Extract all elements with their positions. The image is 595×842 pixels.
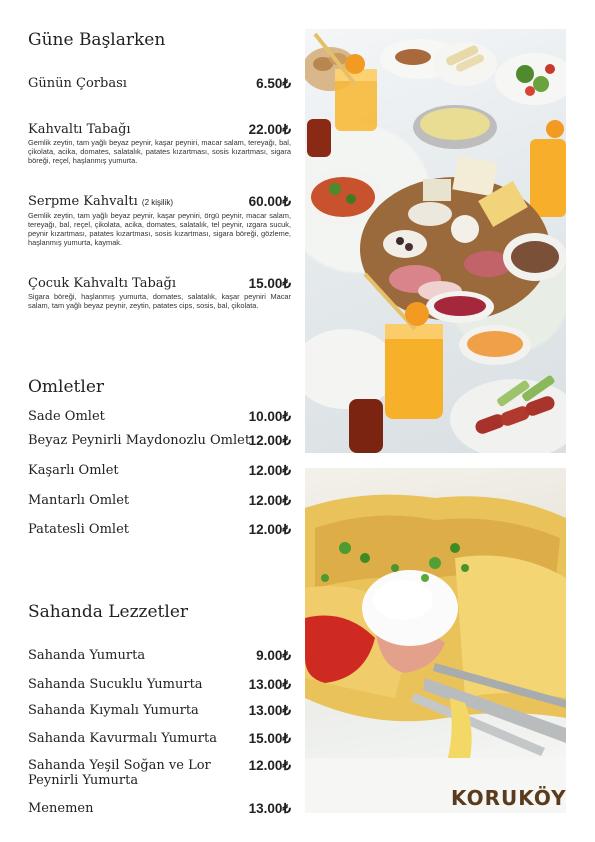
item-price: 15.00₺ bbox=[248, 276, 291, 291]
item-name: Beyaz Peynirli Maydonozlu Omlet bbox=[28, 433, 251, 448]
section-title-omelettes: Omletler bbox=[28, 377, 105, 397]
menu-item-mushroom-omelette bbox=[28, 493, 291, 508]
omelette-illustration bbox=[305, 468, 566, 813]
item-price: 12.00₺ bbox=[248, 493, 291, 508]
menu-item-menemen bbox=[28, 801, 291, 816]
menu-item-kids-breakfast bbox=[28, 276, 291, 310]
brand-logo bbox=[451, 786, 567, 810]
omelette-photo bbox=[305, 468, 566, 813]
menu-item-green-onion-lor-egg bbox=[28, 758, 291, 788]
item-name: Menemen bbox=[28, 801, 94, 816]
breakfast-illustration bbox=[305, 29, 566, 453]
item-price: 13.00₺ bbox=[248, 677, 291, 692]
item-name: Sahanda Sucuklu Yumurta bbox=[28, 677, 203, 692]
item-price: 60.00₺ bbox=[248, 194, 291, 209]
menu-item-kavurma-egg bbox=[28, 731, 291, 746]
menu-item-breakfast-plate bbox=[28, 122, 291, 165]
logo-text: KORUKÖY bbox=[451, 786, 567, 810]
item-name: Serpme Kahvaltı (2 kişilik) bbox=[28, 194, 174, 209]
menu-item-serpme-breakfast bbox=[28, 194, 291, 247]
item-name: Günün Çorbası bbox=[28, 76, 127, 91]
item-price: 13.00₺ bbox=[248, 703, 291, 718]
item-description: Gemlik zeytin, tam yağlı beyaz peynir, kaşar peyniri, örgü peynir, macar salam, tereyağı, bal, reçel, çikolata, acika, domates, salatalık, tel peynir, ızgara sucuk, peynir kızartması, patates kızartması, sosis kızartması, sigara böreği, gözleme, haşlanmış yumurta, kaymak. bbox=[28, 211, 291, 247]
breakfast-photo bbox=[305, 29, 566, 453]
item-price: 13.00₺ bbox=[248, 801, 291, 816]
item-name: Sahanda Kavurmalı Yumurta bbox=[28, 731, 217, 746]
menu-item-cheese-parsley-omelette bbox=[28, 433, 291, 448]
item-price: 12.00₺ bbox=[248, 463, 291, 478]
item-note: (2 kişilik) bbox=[141, 198, 174, 207]
item-price: 12.00₺ bbox=[248, 522, 291, 537]
menu-item-fried-egg bbox=[28, 648, 291, 663]
menu-item-sucuk-egg bbox=[28, 677, 291, 692]
item-price: 15.00₺ bbox=[248, 731, 291, 746]
menu-item-minced-meat-egg bbox=[28, 703, 291, 718]
menu-item-potato-omelette bbox=[28, 522, 291, 537]
item-name: Sahanda Yeşil Soğan ve Lor Peynirli Yumurta bbox=[28, 758, 211, 788]
item-name: Kahvaltı Tabağı bbox=[28, 122, 131, 137]
menu-item-plain-omelette bbox=[28, 409, 291, 424]
item-price: 6.50₺ bbox=[256, 76, 291, 91]
item-description: Sigara böreği, haşlanmış yumurta, domates, salatalık, kaşar peyniri Macar salam, tam yağlı beyaz peynir, zeytin, patates cips, sosis, bal, çikolata. bbox=[28, 292, 291, 310]
item-name: Kaşarlı Omlet bbox=[28, 463, 119, 478]
item-description: Gemlik zeytin, tam yağlı beyaz peynir, kaşar peyniri, macar salam, tereyağı, bal, çikolata, acika, domates, salatalık, patates kızartması, sosis kızartması, sigara böreği, reçel, haşlanmış yumurta. bbox=[28, 138, 291, 165]
menu-item-kasar-omelette bbox=[28, 463, 291, 478]
item-price: 9.00₺ bbox=[256, 648, 291, 663]
item-name: Patatesli Omlet bbox=[28, 522, 129, 537]
item-name: Sahanda Kıymalı Yumurta bbox=[28, 703, 199, 718]
item-name: Sade Omlet bbox=[28, 409, 105, 424]
menu-item-soup bbox=[28, 76, 291, 91]
item-price: 10.00₺ bbox=[248, 409, 291, 424]
section-title-sahanda: Sahanda Lezzetler bbox=[28, 602, 189, 622]
item-price: 12.00₺ bbox=[248, 758, 291, 773]
item-price: 12.00₺ bbox=[248, 433, 291, 448]
item-name: Çocuk Kahvaltı Tabağı bbox=[28, 276, 177, 291]
item-name: Sahanda Yumurta bbox=[28, 648, 146, 663]
item-name: Mantarlı Omlet bbox=[28, 493, 130, 508]
section-title-breakfast: Güne Başlarken bbox=[28, 30, 166, 50]
item-price: 22.00₺ bbox=[248, 122, 291, 137]
